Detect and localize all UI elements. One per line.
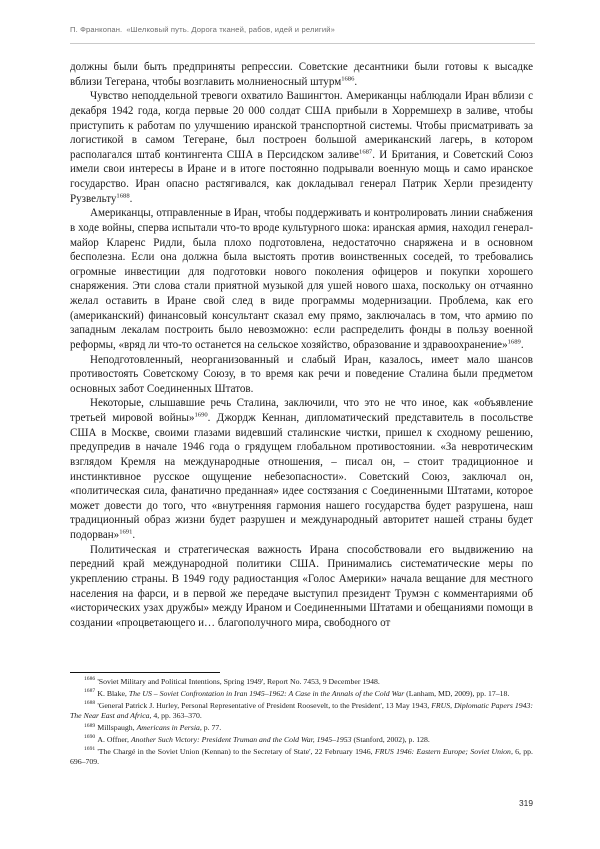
para-repressions: должны были быть предприняты репрессии. Советские десантники были готовы к высадке вблизи Тегерана, чтобы возглавить молниеносный штурм$^{1686}$.: [70, 61, 533, 88]
para-washington: Чувство неподдельной тревоги охватило Вашингтон. Американцы наблюдали Иран вблизи с декабря 1942 года, когда первые 20 000 солдат США прибыли в Хорремшехр в заливе, чтобы приступить к работам по улучшению иранской транспортной системы. Чтобы присматривать за логистикой в самом Тегеране, был построен большой американский лагерь, в котором располагался штаб контингента США в Персидском заливе$^{1687}$. И Британия, и Советский Союз имели свои интересы в Иране и в итоге постоянно подрывали военную мощь и само иранское государство. Иран опасно растягивался, как докладывал генерал Патрик Херли президенту Рузвельту$^{1688}$.: [70, 90, 533, 205]
footnote-title-italic: FRUS 1946: Eastern Europe; Soviet Union: [374, 746, 511, 756]
footnote-1690: $^{1690}$ A. Offner, Another Such Victory: President Truman and the Cold War, 1945–1953 (Stanford, 2002), p. 128.: [84, 734, 430, 745]
footnote-1686: $^{1686}$ 'Soviet Military and Political Intentions, Spring 1949', Report No. 7453, 9 December 1948.: [84, 676, 380, 686]
footnote-reference-1688[interactable]: 1688: [116, 191, 130, 199]
para-americans-supply: Американцы, отправленные в Иран, чтобы поддерживать и контролировать линии снабжения в ходе войны, сперва испытали что-то вроде культурного шока: иранская армия, находил генерал-майор Кларенс Ридли, была плохо подготовлена, недостаточно снаряжена и в основном бесполезна. Если она должна была выстоять против воинственных соседей, то требовались огромные инвестиции для подготовки нового поколения офицеров и покупки хорошего снаряжения. Эти слова стали приятной музыкой для ушей нового шаха, поскольку он отчаянно желал оставить в Иране свой след в виде программы модернизации. Проблема, как его (американский) финансовый консультант сказал ему прямо, заключалась в том, что армию по западным лекалам построить было невозможно: если распределить фонды в пользу военной реформы, «вряд ли что-то останется на сельское хозяйство, образование и здравоохранение»$^{1689}$.: [70, 207, 533, 351]
footnote-1688: $^{1688}$ 'General Patrick J. Hurley, Personal Representative of President Roosevelt, to the President', 13 May 1943, FRUS, Diplomatic Papers 1943: The Near East and Africa, 4, pp. 363–370.: [70, 700, 533, 721]
para-political-importance: Политическая и стратегическая важность Ирана способствовали его выдвижению на передний край международной политики США. Принимались систематические меры по укреплению страны. В 1949 году радиостанция «Голос Америки» начала вещание для местного населения на фарси, и в первой же передаче выступил президент Трумэн с комментариями об «исторических узах дружбы» между Ираном и Соединенными Штатами и обещаниями помощи в создании «процветающего и… благополучного мира, свободного от: [70, 543, 533, 629]
footnote-title-italic: The US – Soviet Confrontation in Iran 1945–1962: A Case in the Annals of the Cold War: [128, 688, 405, 698]
footnote-divider: [70, 672, 220, 673]
footnote-number-1687[interactable]: 1687: [84, 688, 96, 695]
page-number: 319: [519, 798, 533, 808]
footnote-number-1690[interactable]: 1690: [84, 734, 96, 741]
footnote-title-italic: Another Such Victory: President Truman and the Cold War, 1945–1953: [130, 735, 352, 745]
footnote-number-1688[interactable]: 1688: [84, 700, 96, 707]
footnote-number-1689[interactable]: 1689: [84, 722, 96, 729]
footnote-reference-1686[interactable]: 1686: [341, 74, 355, 82]
footnote-reference-1687[interactable]: 1687: [359, 148, 373, 156]
body-text-column: [70, 60, 533, 630]
footnote-1691: $^{1691}$ 'The Chargé in the Soviet Union (Kennan) to the Secretary of State', 22 February 1946, FRUS 1946: Eastern Europe; Soviet Union, 6, pp. 696–709.: [70, 746, 533, 767]
running-head: [70, 25, 535, 34]
running-head-title: «Шелковый путь. Дорога тканей, рабов, идей и религий»: [126, 25, 336, 34]
footnote-title-italic: FRUS, Diplomatic Papers 1943: The Near East and Africa: [70, 700, 533, 721]
footnote-number-1686[interactable]: 1686: [84, 676, 96, 683]
running-head-author: П. Франкопан.: [70, 25, 123, 34]
header-divider: [70, 43, 535, 44]
para-stalin-speech: Некоторые, слышавшие речь Сталина, заключили, что это не что иное, как «объявление третьей мировой войны»$^{1690}$. Джордж Кеннан, дипломатический представитель в посольстве США в Москве, своими глазами видевший сталинские чистки, пришел к сходному решению, предупредив в начале 1946 года о грядущем глобальном противостоянии. «За невротическим взглядом Кремля на международные отношения, – писал он, – стоит традиционное и инстинктивное русское ощущение небезопасности». Советский Союз, заключал он, «политическая сила, фанатично преданная» идее состязания с Соединенными Штатами, которое может довести до того, что «внутренняя гармония нашего государства будет разрушена, наш традиционный образ жизни будет разрушен и международный авторитет нашей страны будет подорван»$^{1691}$.: [70, 397, 533, 541]
footnotes-section: [70, 677, 533, 769]
footnote-1687: $^{1687}$ K. Blake, The US – Soviet Confrontation in Iran 1945–1962: A Case in the Annals of the Cold War (Lanham, MD, 2009), pp. 17–18.: [84, 688, 510, 698]
footnote-1689: $^{1689}$ Millspaugh, Americans in Persia, p. 77.: [84, 722, 222, 733]
footnote-title-italic: Americans in Persia: [136, 723, 200, 733]
footnote-reference-1691[interactable]: 1691: [119, 528, 133, 536]
footnote-reference-1690[interactable]: 1690: [194, 411, 208, 419]
footnote-reference-1689[interactable]: 1689: [507, 338, 521, 346]
footnote-number-1691[interactable]: 1691: [84, 746, 96, 753]
para-unprepared-iran: Неподготовленный, неорганизованный и слабый Иран, казалось, имеет мало шансов противостоять Советскому Союзу, в то время как речи и поведение Сталина были предметом основных забот Соединенных Штатов.: [70, 353, 533, 395]
